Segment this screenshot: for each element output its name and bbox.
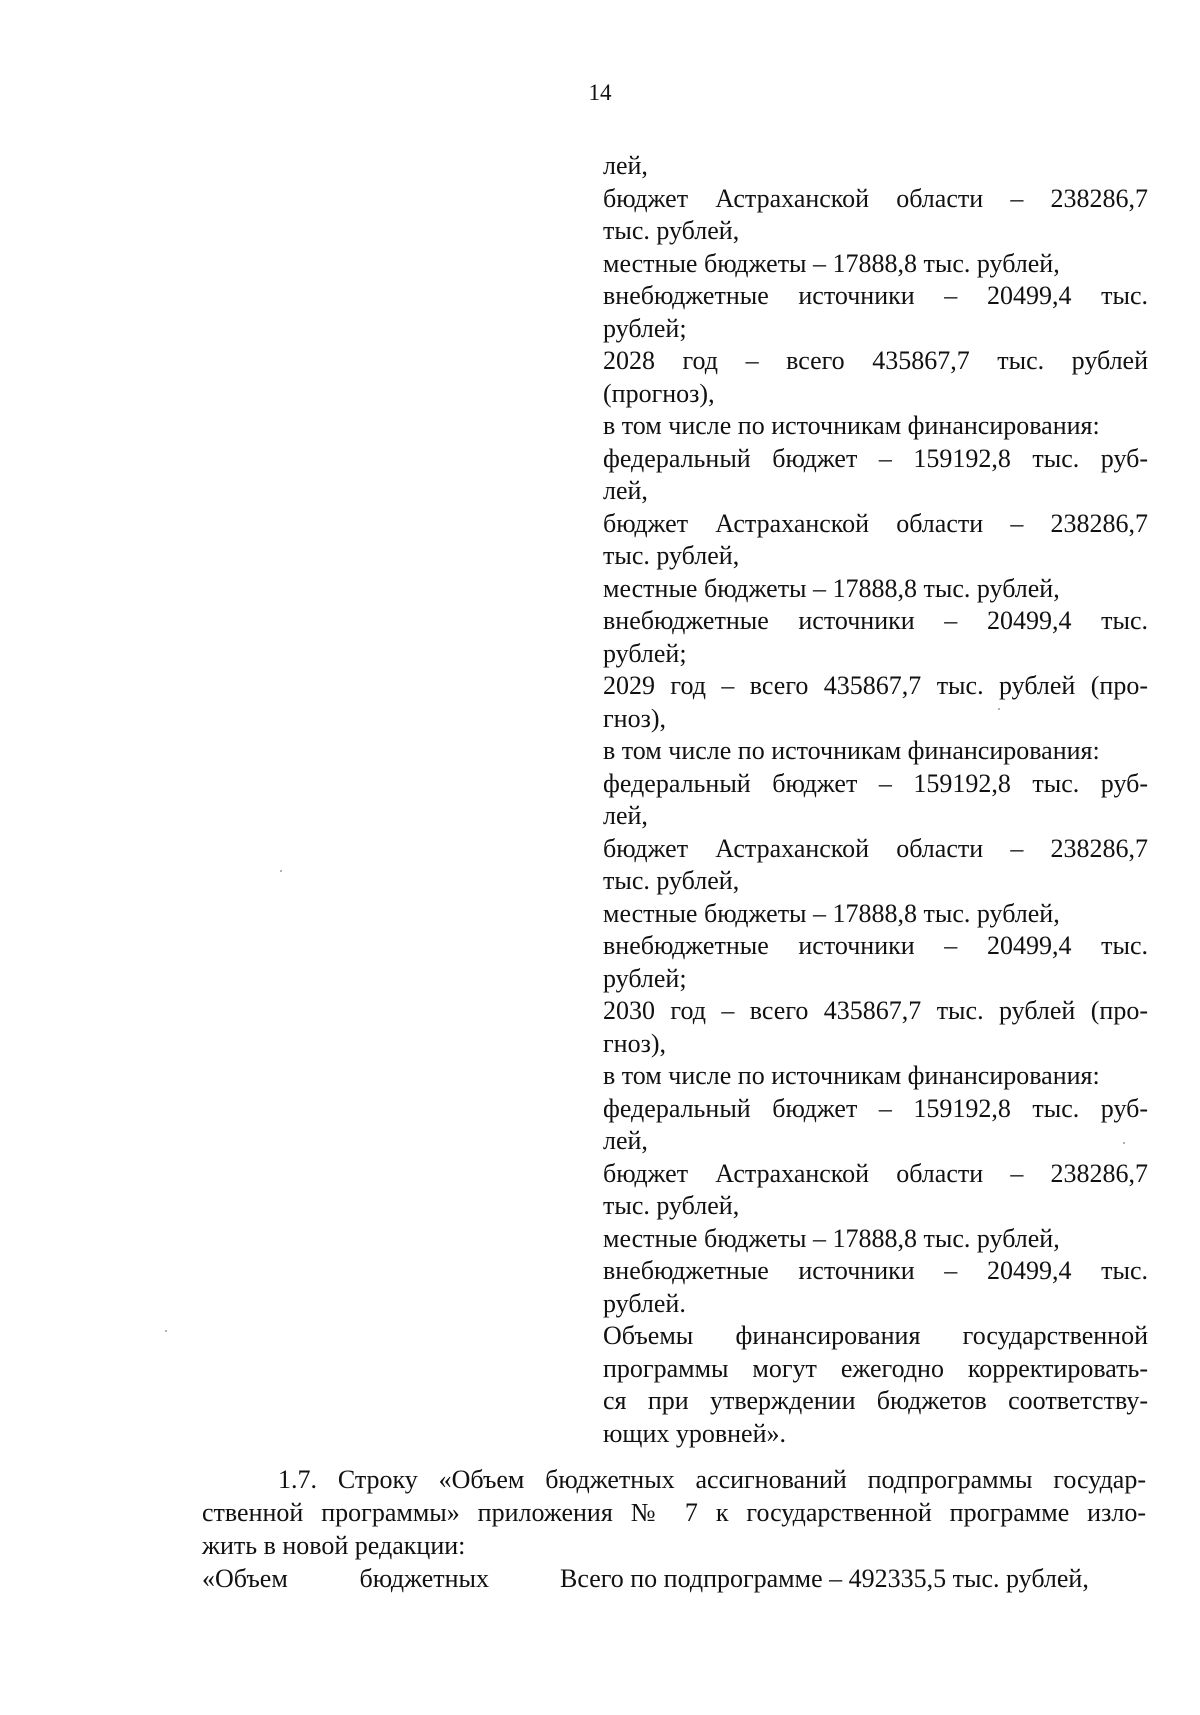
text-line: федеральный бюджет – 159192,8 тыс. руб- <box>603 443 1148 473</box>
text-line: жить в новой редакции: <box>202 1531 466 1560</box>
text-line: лей, <box>603 801 648 830</box>
scan-speck <box>1123 1142 1125 1144</box>
table-cell-value: Всего по подпрограмме – 492335,5 тыс. рублей, <box>560 1564 1089 1593</box>
scan-speck <box>280 870 282 872</box>
text-line: местные бюджеты – 17888,8 тыс. рублей, <box>603 898 1060 928</box>
text-line: 2029 год – всего 435867,7 тыс. рублей (про- <box>603 671 1148 700</box>
text-line: в том числе по источникам финансирования: <box>603 1061 1100 1090</box>
text-line: рублей. <box>603 1288 686 1318</box>
text-line: бюджет Астраханской области – 238286,7 <box>603 1158 1148 1188</box>
text-line: ственной программы» приложения № 7 к государственной программе изло- <box>202 1498 1146 1527</box>
text-line: (прогноз), <box>603 378 715 408</box>
text-line: в том числе по источникам финансирования: <box>603 411 1100 440</box>
paragraph-1-7 <box>202 1463 1146 1562</box>
text-line: Объемы финансирования государственной <box>603 1321 1148 1350</box>
text-line: местные бюджеты – 17888,8 тыс. рублей, <box>603 248 1060 278</box>
text-line: 1.7. Строку «Объем бюджетных ассигнований подпрограммы государ- <box>278 1465 1146 1494</box>
table-row <box>0 1562 1200 1596</box>
text-line: лей, <box>603 476 648 505</box>
text-line: бюджет Астраханской области – 238286,7 <box>603 183 1148 213</box>
text-line: федеральный бюджет – 159192,8 тыс. руб- <box>603 768 1148 798</box>
text-line: внебюджетные источники – 20499,4 тыс. <box>603 606 1148 635</box>
text-line: лей, <box>603 151 648 180</box>
text-line: тыс. рублей, <box>603 216 740 245</box>
text-line: ющих уровней». <box>603 1418 787 1448</box>
text-line: ся при утверждении бюджетов соответству- <box>603 1386 1148 1415</box>
table-cell-label: «Объем бюджетных <box>202 1564 489 1593</box>
scan-speck <box>165 1330 167 1332</box>
text-line: в том числе по источникам финансирования: <box>603 736 1100 765</box>
text-line: внебюджетные источники – 20499,4 тыс. <box>603 281 1148 310</box>
financing-column <box>603 150 1148 1450</box>
page-number: 14 <box>588 80 612 105</box>
text-line: местные бюджеты – 17888,8 тыс. рублей, <box>603 1223 1060 1253</box>
text-line: гноз), <box>603 703 667 733</box>
text-line: тыс. рублей, <box>603 541 740 570</box>
text-line: бюджет Астраханской области – 238286,7 <box>603 508 1148 538</box>
text-line: рублей; <box>603 638 687 668</box>
text-line: гноз), <box>603 1028 667 1058</box>
text-line: федеральный бюджет – 159192,8 тыс. руб- <box>603 1093 1148 1123</box>
text-line: тыс. рублей, <box>603 866 740 895</box>
text-line: внебюджетные источники – 20499,4 тыс. <box>603 931 1148 960</box>
text-line: рублей; <box>603 963 687 993</box>
text-line: 2028 год – всего 435867,7 тыс. рублей <box>603 346 1148 375</box>
text-line: программы могут ежегодно корректировать- <box>603 1353 1148 1383</box>
text-line: лей, <box>603 1126 648 1155</box>
text-line: тыс. рублей, <box>603 1191 740 1220</box>
text-line: 2030 год – всего 435867,7 тыс. рублей (про- <box>603 996 1148 1025</box>
text-line: рублей; <box>603 313 687 343</box>
text-line: внебюджетные источники – 20499,4 тыс. <box>603 1256 1148 1285</box>
text-line: бюджет Астраханской области – 238286,7 <box>603 833 1148 863</box>
text-line: местные бюджеты – 17888,8 тыс. рублей, <box>603 573 1060 603</box>
scan-speck <box>998 708 1000 710</box>
